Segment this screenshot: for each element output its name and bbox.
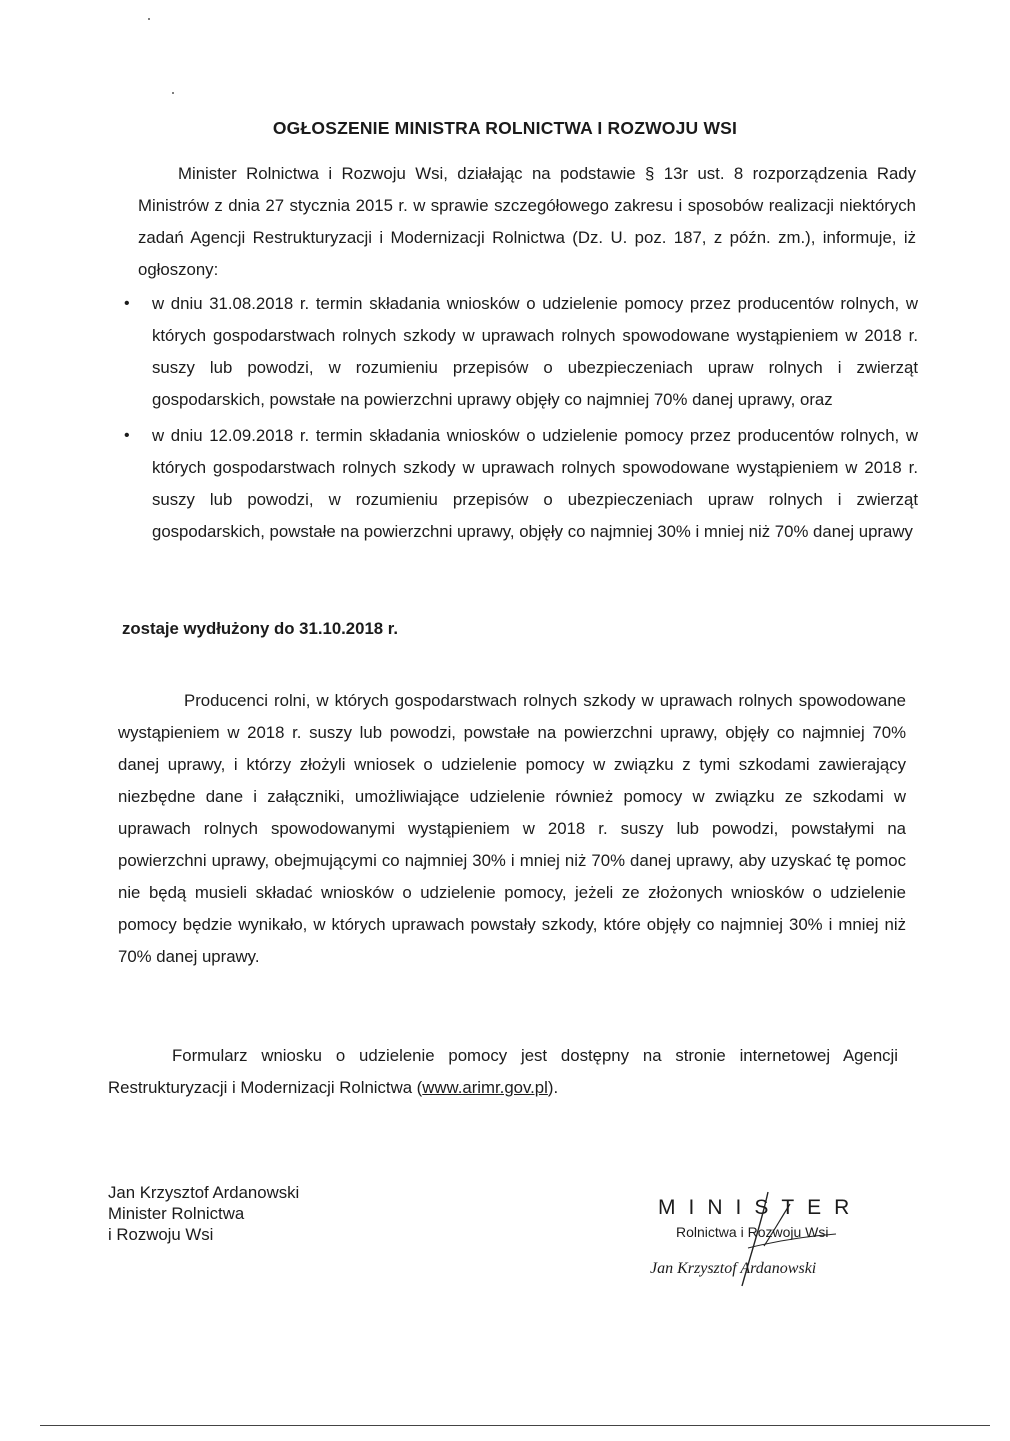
bullet-icon: • xyxy=(124,427,130,444)
form-paragraph-text: Formularz wniosku o udzielenie pomocy jest dostępny na stronie internetowej Agencji Restrukturyzacji i Modernizacji Rolnictwa ( xyxy=(108,1046,898,1097)
form-paragraph-end: ). xyxy=(547,1078,559,1097)
list-item-text: w dniu 12.09.2018 r. termin składania wniosków o udzielenie pomocy przez producentów rolnych, w których gospodarstwach rolnych szkody w uprawach rolnych spowodowane wystąpieniem w 2018 r. suszy lub powodzi, w rozumieniu przepisów o ubezpieczeniach upraw rolnych i zwierząt gospodarskich, powstałe na powierzchni uprawy, objęły co najmniej 30% i mniej niż 70% danej uprawy xyxy=(152,426,918,541)
deadline-list xyxy=(118,288,918,548)
list-item-text: w dniu 31.08.2018 r. termin składania wniosków o udzielenie pomocy przez producentów rolnych, w których gospodarstwach rolnych szkody w uprawach rolnych spowodowane wystąpieniem w 2018 r. suszy lub powodzi, w rozumieniu przepisów o ubezpieczeniach upraw rolnych i zwierząt gospodarskich, powstałe na powierzchni uprawy objęły co najmniej 70% danej uprawy, oraz xyxy=(152,294,918,409)
signer-block xyxy=(108,1182,299,1245)
extension-statement: zostaje wydłużony do 31.10.2018 r. xyxy=(122,619,399,638)
scan-speck xyxy=(172,92,174,94)
stamp-subtitle: Rolnictwa i Rozwoju Wsi xyxy=(676,1224,829,1240)
minister-stamp xyxy=(640,1190,880,1290)
stamp-name: Jan Krzysztof Ardanowski xyxy=(650,1260,817,1277)
list-item xyxy=(118,288,918,416)
signer-name: Jan Krzysztof Ardanowski xyxy=(108,1183,300,1202)
form-paragraph xyxy=(108,1040,898,1104)
scan-speck xyxy=(148,18,150,20)
signer-role-cont: i Rozwoju Wsi xyxy=(108,1225,214,1244)
signer-role: Minister Rolnictwa xyxy=(108,1204,245,1223)
list-item xyxy=(118,420,918,548)
stamp-title: MINISTER xyxy=(658,1196,863,1219)
bullet-icon: • xyxy=(124,295,130,312)
producers-paragraph: Producenci rolni, w których gospodarstwach rolnych szkody w uprawach rolnych spowodowane wystąpieniem w 2018 r. suszy lub powodzi, powstałe na powierzchni uprawy, objęły co najmniej 70% danej uprawy, i którzy złożyli wniosek o udzielenie pomocy w związku z tymi szkodami zawierający niezbędne dane i załączniki, umożliwiające udzielenie również pomocy w związku ze szkodami w uprawach rolnych spowodowanymi wystąpieniem w 2018 r. suszy lub powodzi, powstałymi na powierzchni uprawy, obejmującymi co najmniej 30% i mniej niż 70% danej uprawy, aby uzyskać tę pomoc nie będą musieli składać wniosków o udzielenie pomocy, jeżeli ze złożonych wniosków o udzielenie pomocy będzie wynikało, w których uprawach powstały szkody, które objęły co najmniej 30% i mniej niż 70% danej uprawy. xyxy=(118,691,906,966)
document-title: OGŁOSZENIE MINISTRA ROLNICTWA I ROZWOJU WSI xyxy=(272,118,738,138)
arimr-link[interactable]: www.arimr.gov.pl xyxy=(422,1078,548,1097)
bottom-divider xyxy=(40,1425,990,1426)
intro-paragraph: Minister Rolnictwa i Rozwoju Wsi, działając na podstawie § 13r ust. 8 rozporządzenia Rady Ministrów z dnia 27 stycznia 2015 r. w sprawie szczegółowego zakresu i sposobów realizacji niektórych zadań Agencji Restrukturyzacji i Modernizacji Rolnictwa (Dz. U. poz. 187, z późn. zm.), informuje, iż ogłoszony: xyxy=(138,164,916,279)
